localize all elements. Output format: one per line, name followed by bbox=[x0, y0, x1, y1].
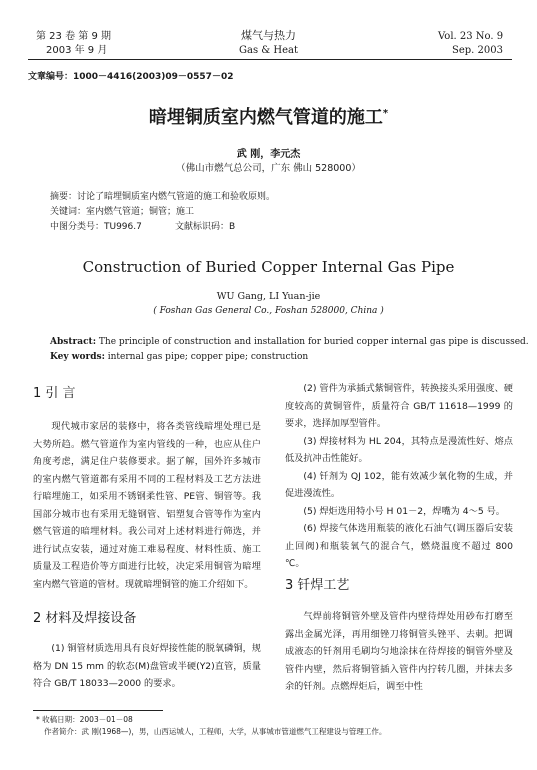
authors-zh: 武 刚，李元杰 bbox=[236, 149, 301, 160]
clc-number: 中图分类号：TU996.7 bbox=[50, 222, 142, 232]
abstract-en-text: The principle of construction and installation for buried copper internal gas pipe is discussed. bbox=[96, 337, 529, 347]
title-en: Construction of Buried Copper Internal Gas Pipe bbox=[82, 258, 455, 276]
authors-en: WU Gang, LI Yuan-jie bbox=[216, 291, 321, 302]
material-item-5: (5) 焊炬选用特小号 H 01－2，焊嘴为 4～5 号。 bbox=[303, 505, 505, 517]
affiliation-zh: （佛山市燃气总公司，广东 佛山 528000） bbox=[176, 163, 361, 174]
header-volume-issue-en: Vol. 23 No. 9 bbox=[438, 31, 504, 42]
keywords-en-text: internal gas pipe; copper pipe; construction bbox=[104, 352, 309, 362]
footnote-author-bio: 作者简介：武 刚(1968—)，男，山西运城人，工程师，大学，从事城市管道燃气工程建设与管理工作。 bbox=[44, 727, 387, 736]
section-3-heading: 3 钎焊工艺 bbox=[285, 578, 350, 593]
section-3-body bbox=[285, 608, 513, 696]
footnote-rule bbox=[33, 710, 163, 711]
section-2-body-left bbox=[33, 640, 261, 693]
article-id: 文章编号：1000－4416(2003)09－0557－02 bbox=[28, 72, 234, 82]
section-2-body-right bbox=[285, 380, 513, 573]
intro-paragraph: 现代城市家居的装修中，将各类管线暗埋处理已是大势所趋。燃气管道作为室内管线的一种，也应从住户角度考虑，满足住户装修要求。据了解，国外许多城市的室内燃气管道都有采用不同的工程材料及工艺方法进行暗埋施工，如采用不锈钢柔性管、PE管、铜管等。我国部分城市也有采用无缝钢管、铝塑复合管等作为室内燃气管道的暗埋材料。我公司对上述材料进行筛选，并进行试点安装，通过对施工难易程度、材料性质、施工质量及工程造价等方面进行比较，决定采用铜管为暗埋室内燃气管道的管材。现就暗埋铜管的施工介绍如下。 bbox=[33, 421, 261, 590]
header-journal-title-en: Gas & Heat bbox=[239, 45, 298, 56]
brazing-paragraph: 气焊前将铜管外壁及管件内壁待焊处用砂布打磨至露出金属光泽，再用细锉刀将铜管头锉平、去刺。把调成液态的钎剂用毛刷均匀地涂抹在待焊接的铜管外壁及管件内壁，然后将铜管插入管件内拧转几圈，并抹去多余的钎剂。点燃焊炬后，调至中性 bbox=[285, 611, 513, 692]
title-zh bbox=[0, 103, 537, 129]
title-zh-text: 暗埋铜质室内燃气管道的施工 bbox=[148, 107, 383, 128]
header-journal-title: 煤气与热力 bbox=[241, 29, 296, 42]
abstract-zh: 摘要：讨论了暗埋铜质室内燃气管道的施工和验收原则。 bbox=[50, 192, 276, 202]
abstract-en bbox=[50, 337, 529, 347]
material-item-2: (2) 管件为承插式紫铜管件，转换接头采用强度、硬度较高的黄铜管件，质量符合 GB/T 11618—1999 的要求，选择加厚型管件。 bbox=[285, 383, 513, 429]
footnote-received: * 收稿日期：2003－01－08 bbox=[36, 715, 133, 724]
section-1-body bbox=[33, 418, 261, 593]
header-volume-issue: 第 23 卷 第 9 期 bbox=[36, 31, 111, 42]
header-rule bbox=[28, 59, 512, 60]
document-code: 文献标识码：B bbox=[175, 222, 236, 232]
section-2-heading: 2 材料及焊接设备 bbox=[33, 611, 137, 626]
section-1-heading: 1 引 言 bbox=[33, 386, 76, 401]
header-date: 2003 年 9 月 bbox=[46, 45, 108, 56]
material-item-6: (6) 焊接气体选用瓶装的液化石油气(调压器后安装止回阀)和瓶装氧气的混合气，燃烧温度不超过 800 ℃。 bbox=[285, 523, 513, 569]
header-date-en: Sep. 2003 bbox=[452, 45, 503, 56]
keywords-en bbox=[50, 352, 308, 362]
title-footnote-mark: * bbox=[382, 108, 389, 119]
material-item-4: (4) 钎剂为 QJ 102，能有效减少氧化物的生成，并促进漫流性。 bbox=[285, 470, 513, 499]
abstract-en-label: Abstract: bbox=[50, 337, 97, 347]
keywords-en-label: Key words: bbox=[50, 352, 105, 362]
material-item-1: (1) 铜管材质选用具有良好焊接性能的脱氧磷铜，规格为 DN 15 mm 的软态(M)盘管或半硬(Y2)直管，质量符合 GB/T 18033—2000 的要求。 bbox=[33, 643, 261, 689]
keywords-zh: 关键词：室内燃气管道；铜管；施工 bbox=[50, 207, 195, 217]
affiliation-en: ( Foshan Gas General Co., Foshan 528000, China ) bbox=[153, 306, 384, 316]
material-item-3: (3) 焊接材料为 HL 204，其特点是漫流性好、熔点低及抗冲击性能好。 bbox=[285, 435, 513, 464]
